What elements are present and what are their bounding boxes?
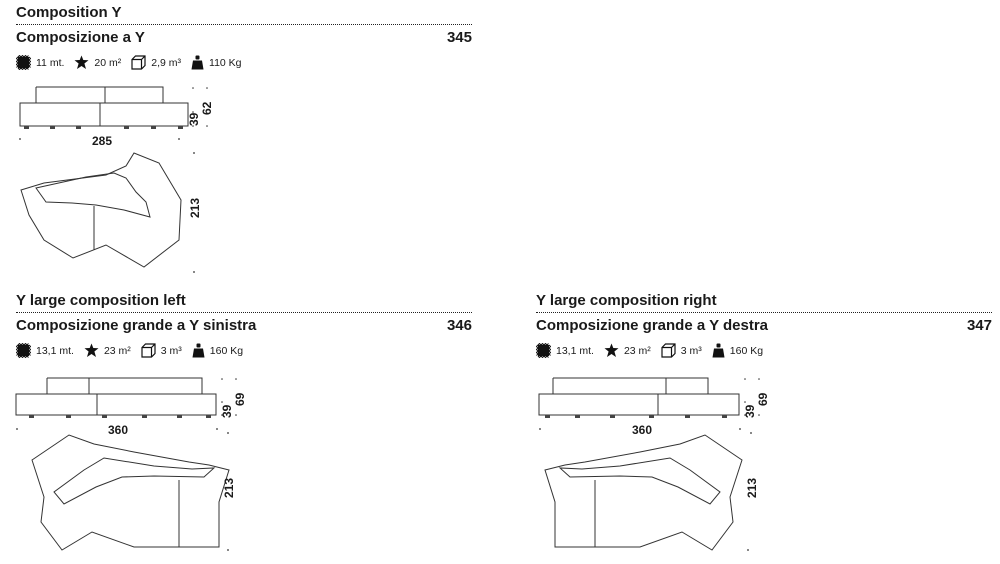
dimension-depth: 213 [745,477,759,498]
dimension-depth: 213 [188,197,202,218]
spec-weight-value: 160 Kg [209,344,244,357]
section-title-it: Composizione grande a Y sinistra [16,317,257,334]
spec-area [604,343,651,358]
spec-area-value: 23 m² [623,344,651,357]
front-elevation-drawing [16,84,216,154]
product-code: 347 [966,317,992,334]
package-volume-icon [141,343,156,358]
fabric-length-icon [536,343,551,358]
plan-view-drawing [24,432,244,557]
spec-volume-value: 3 m³ [680,344,702,357]
spec-row [16,343,253,358]
spec-area [84,343,131,358]
spec-length [536,343,594,358]
dimension-back-height: 62 [200,101,214,115]
plan-view-drawing [16,150,216,280]
dimension-back-height: 69 [756,392,770,406]
front-elevation-drawing [14,376,254,436]
dimension-back-height: 69 [233,392,247,406]
spec-weight [192,343,243,358]
section-divider [536,312,992,313]
product-code: 346 [446,317,472,334]
weight-icon [191,55,204,70]
front-elevation-drawing [537,376,777,436]
dimension-seat-height: 39 [220,404,234,418]
leather-hide-icon [84,343,99,358]
spec-volume [141,343,182,358]
dimension-width: 360 [108,423,129,437]
section-title-it: Composizione grande a Y destra [536,317,769,334]
product-code: 345 [446,29,472,46]
spec-volume [131,55,181,70]
section-divider [16,312,472,313]
section-title-en: Y large composition right [536,292,717,309]
dimension-seat-height: 39 [187,112,201,126]
spec-volume [661,343,702,358]
spec-area [74,55,121,70]
fabric-length-icon [16,343,31,358]
spec-volume-value: 2,9 m³ [151,56,182,69]
section-title-en: Composition Y [16,4,122,21]
dimension-width: 360 [632,423,653,437]
weight-icon [712,343,725,358]
leather-hide-icon [604,343,619,358]
spec-row [16,55,252,70]
spec-length-value: 11 mt. [36,56,65,69]
spec-weight-value: 110 Kg [209,56,242,69]
spec-area-value: 20 m² [94,56,122,69]
fabric-length-icon [16,55,31,70]
leather-hide-icon [74,55,89,70]
weight-icon [192,343,205,358]
spec-length [16,343,74,358]
package-volume-icon [661,343,676,358]
spec-weight [191,55,242,70]
spec-length-value: 13,1 mt. [36,344,74,357]
package-volume-icon [131,55,146,70]
spec-area-value: 23 m² [103,344,131,357]
spec-weight [712,343,763,358]
dimension-width: 285 [92,134,113,148]
dimension-depth: 213 [222,477,236,498]
spec-length [16,55,64,70]
section-title-it: Composizione a Y [16,29,145,46]
plan-view-drawing [536,432,756,557]
dimension-seat-height: 39 [743,404,757,418]
spec-row [536,343,773,358]
section-title-en: Y large composition left [16,292,186,309]
spec-weight-value: 160 Kg [729,344,764,357]
spec-length-value: 13,1 mt. [556,344,594,357]
spec-volume-value: 3 m³ [160,344,182,357]
section-divider [16,24,472,25]
